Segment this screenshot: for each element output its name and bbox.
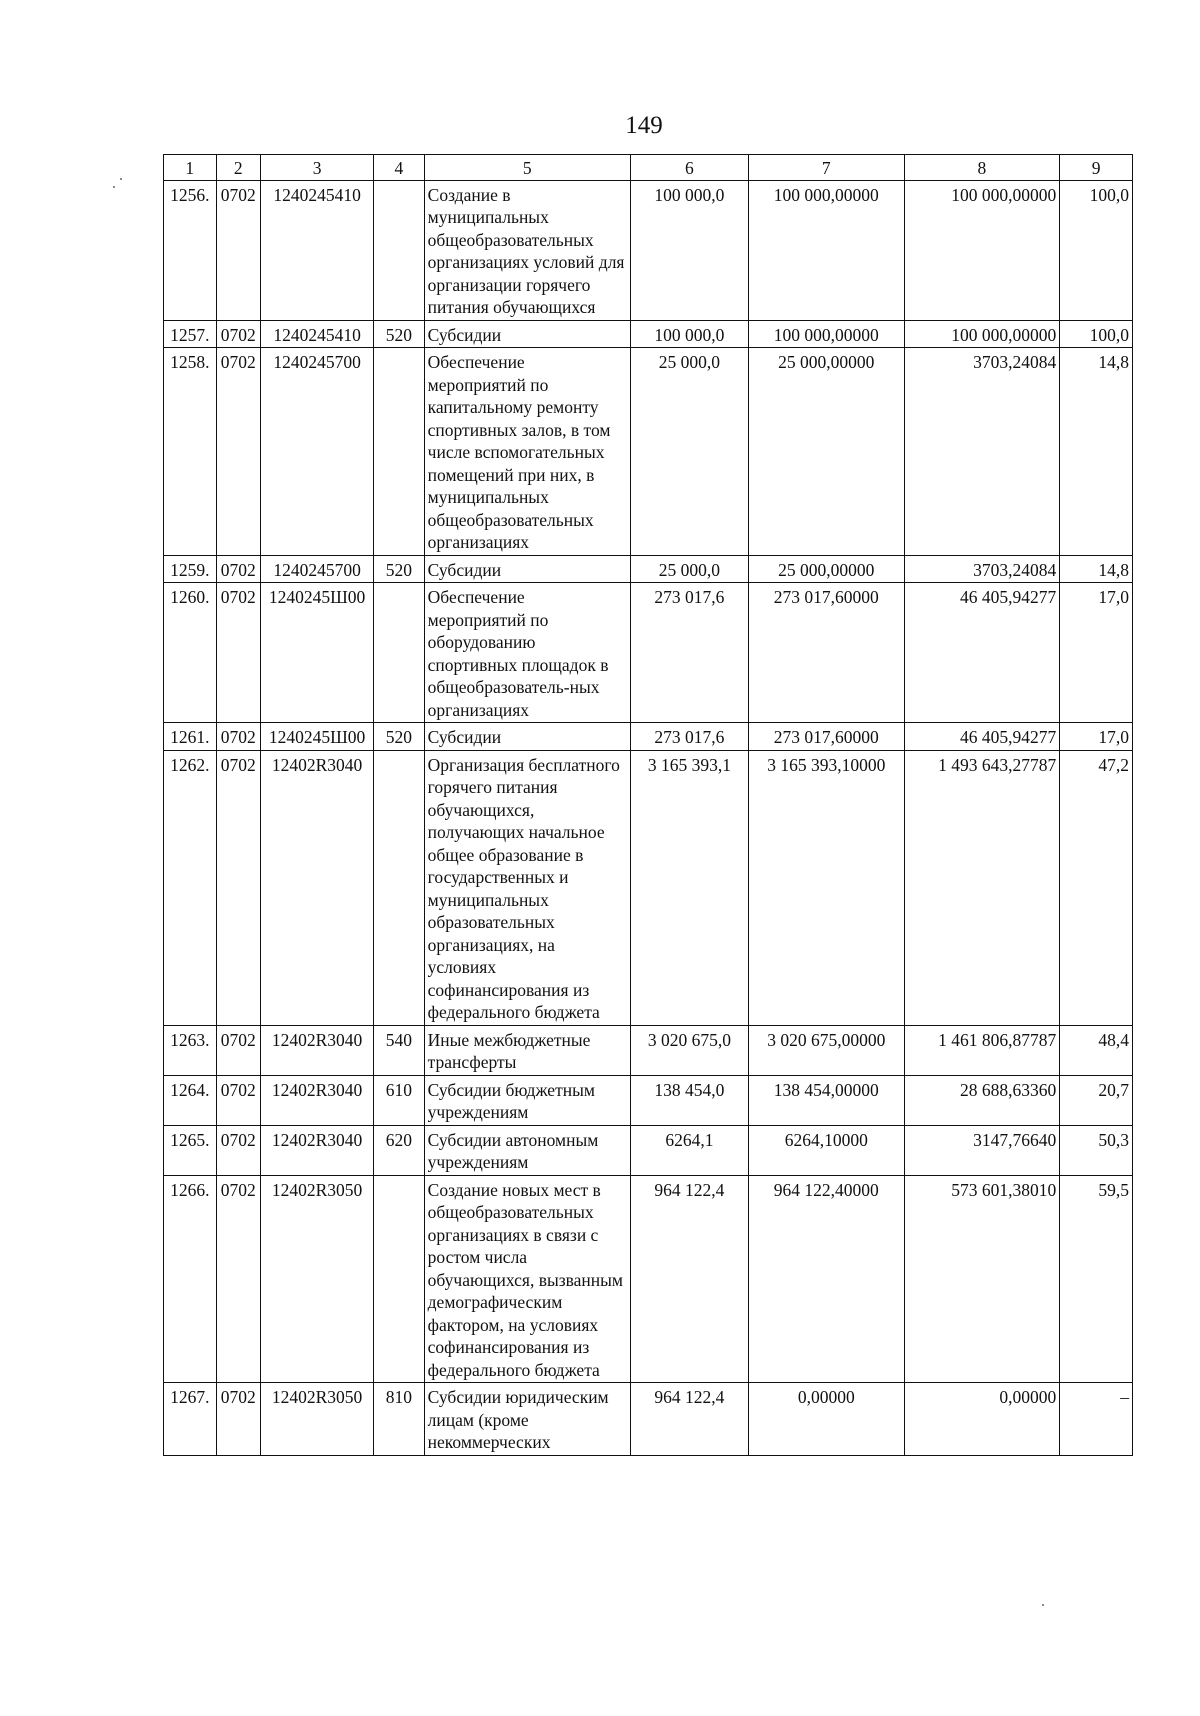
planned-amount-cell: 3 165 393,10000 [749, 750, 905, 1025]
expense-type-cell: 810 [374, 1383, 425, 1456]
expense-type-cell: 520 [374, 320, 425, 348]
row-number-cell: 1257. [164, 320, 217, 348]
expense-type-cell: 620 [374, 1125, 425, 1175]
percent-cell: 17,0 [1060, 583, 1133, 723]
column-header: 3 [260, 155, 373, 181]
target-code-cell: 1240245Ш00 [260, 583, 373, 723]
planned-amount-cell: 964 122,40000 [749, 1175, 905, 1383]
item-name-cell: Иные межбюджетные трансферты [424, 1025, 630, 1075]
planned-amount-cell: 6264,10000 [749, 1125, 905, 1175]
row-number-cell: 1267. [164, 1383, 217, 1456]
table-row [164, 1125, 1133, 1175]
target-code-cell: 1240245410 [260, 180, 373, 320]
planned-amount-cell: 100 000,00000 [749, 180, 905, 320]
budget-table [163, 154, 1133, 1456]
item-name-cell: Создание в муниципальных общеобразовательных организациях условий для организации горячего питания обучающихся [424, 180, 630, 320]
section-code-cell: 0702 [216, 180, 260, 320]
column-header: 1 [164, 155, 217, 181]
item-name-cell: Субсидии [424, 723, 630, 751]
column-header: 6 [630, 155, 748, 181]
section-code-cell: 0702 [216, 555, 260, 583]
row-number-cell: 1262. [164, 750, 217, 1025]
scan-speck [1042, 1604, 1044, 1606]
approved-amount-cell: 100 000,0 [630, 180, 748, 320]
expense-type-cell [374, 1175, 425, 1383]
section-code-cell: 0702 [216, 348, 260, 556]
executed-amount-cell: 573 601,38010 [904, 1175, 1060, 1383]
row-number-cell: 1258. [164, 348, 217, 556]
section-code-cell: 0702 [216, 1125, 260, 1175]
scan-speck [120, 178, 122, 180]
section-code-cell: 0702 [216, 1383, 260, 1456]
item-name-cell: Субсидии бюджетным учреждениям [424, 1075, 630, 1125]
table-body [164, 180, 1133, 1455]
approved-amount-cell: 138 454,0 [630, 1075, 748, 1125]
expense-type-cell: 610 [374, 1075, 425, 1125]
column-header: 8 [904, 155, 1060, 181]
percent-cell: – [1060, 1383, 1133, 1456]
percent-cell: 100,0 [1060, 320, 1133, 348]
executed-amount-cell: 1 461 806,87787 [904, 1025, 1060, 1075]
section-code-cell: 0702 [216, 583, 260, 723]
section-code-cell: 0702 [216, 750, 260, 1025]
table-row [164, 723, 1133, 751]
executed-amount-cell: 3147,76640 [904, 1125, 1060, 1175]
expense-type-cell [374, 583, 425, 723]
planned-amount-cell: 25 000,00000 [749, 555, 905, 583]
expense-type-cell [374, 750, 425, 1025]
planned-amount-cell: 138 454,00000 [749, 1075, 905, 1125]
row-number-cell: 1261. [164, 723, 217, 751]
approved-amount-cell: 25 000,0 [630, 348, 748, 556]
table-row [164, 583, 1133, 723]
percent-cell: 100,0 [1060, 180, 1133, 320]
section-code-cell: 0702 [216, 320, 260, 348]
target-code-cell: 12402R3040 [260, 750, 373, 1025]
target-code-cell: 1240245700 [260, 555, 373, 583]
column-header: 5 [424, 155, 630, 181]
expense-type-cell: 540 [374, 1025, 425, 1075]
item-name-cell: Создание новых мест в общеобразовательных организациях в связи с ростом числа обучающихся, вызванным демографическим фактором, на условиях софинансирования из федерального бюджета [424, 1175, 630, 1383]
percent-cell: 17,0 [1060, 723, 1133, 751]
approved-amount-cell: 6264,1 [630, 1125, 748, 1175]
item-name-cell: Организация бесплатного горячего питания обучающихся, получающих начальное общее образование в государственных и муниципальных образовательных организациях, на условиях софинансирования из федерального бюджета [424, 750, 630, 1025]
table-row [164, 555, 1133, 583]
page-number: 149 [625, 112, 663, 139]
row-number-cell: 1264. [164, 1075, 217, 1125]
row-number-cell: 1263. [164, 1025, 217, 1075]
row-number-cell: 1259. [164, 555, 217, 583]
target-code-cell: 12402R3040 [260, 1125, 373, 1175]
percent-cell: 59,5 [1060, 1175, 1133, 1383]
planned-amount-cell: 100 000,00000 [749, 320, 905, 348]
target-code-cell: 12402R3050 [260, 1383, 373, 1456]
target-code-cell: 12402R3040 [260, 1075, 373, 1125]
item-name-cell: Субсидии [424, 555, 630, 583]
target-code-cell: 12402R3040 [260, 1025, 373, 1075]
executed-amount-cell: 0,00000 [904, 1383, 1060, 1456]
table-header-row [164, 155, 1133, 181]
expense-type-cell [374, 180, 425, 320]
row-number-cell: 1260. [164, 583, 217, 723]
executed-amount-cell: 46 405,94277 [904, 723, 1060, 751]
approved-amount-cell: 273 017,6 [630, 723, 748, 751]
percent-cell: 20,7 [1060, 1075, 1133, 1125]
executed-amount-cell: 3703,24084 [904, 555, 1060, 583]
column-header: 7 [749, 155, 905, 181]
item-name-cell: Субсидии автономным учреждениям [424, 1125, 630, 1175]
executed-amount-cell: 1 493 643,27787 [904, 750, 1060, 1025]
planned-amount-cell: 273 017,60000 [749, 723, 905, 751]
table-row [164, 1175, 1133, 1383]
table-row [164, 320, 1133, 348]
row-number-cell: 1265. [164, 1125, 217, 1175]
planned-amount-cell: 25 000,00000 [749, 348, 905, 556]
percent-cell: 14,8 [1060, 348, 1133, 556]
table-row [164, 348, 1133, 556]
section-code-cell: 0702 [216, 1075, 260, 1125]
item-name-cell: Обеспечение мероприятий по оборудованию спортивных площадок в общеобразователь-ных организациях [424, 583, 630, 723]
percent-cell: 48,4 [1060, 1025, 1133, 1075]
target-code-cell: 1240245700 [260, 348, 373, 556]
column-header: 2 [216, 155, 260, 181]
target-code-cell: 12402R3050 [260, 1175, 373, 1383]
approved-amount-cell: 964 122,4 [630, 1175, 748, 1383]
target-code-cell: 1240245410 [260, 320, 373, 348]
approved-amount-cell: 25 000,0 [630, 555, 748, 583]
percent-cell: 47,2 [1060, 750, 1133, 1025]
expense-type-cell: 520 [374, 723, 425, 751]
approved-amount-cell: 100 000,0 [630, 320, 748, 348]
expense-type-cell: 520 [374, 555, 425, 583]
table-row [164, 1383, 1133, 1456]
item-name-cell: Обеспечение мероприятий по капитальному ремонту спортивных залов, в том числе вспомогательных помещений при них, в муниципальных общеобразовательных организациях [424, 348, 630, 556]
planned-amount-cell: 0,00000 [749, 1383, 905, 1456]
approved-amount-cell: 3 020 675,0 [630, 1025, 748, 1075]
scan-speck [113, 186, 115, 188]
item-name-cell: Субсидии [424, 320, 630, 348]
percent-cell: 50,3 [1060, 1125, 1133, 1175]
row-number-cell: 1256. [164, 180, 217, 320]
row-number-cell: 1266. [164, 1175, 217, 1383]
section-code-cell: 0702 [216, 1175, 260, 1383]
section-code-cell: 0702 [216, 723, 260, 751]
planned-amount-cell: 3 020 675,00000 [749, 1025, 905, 1075]
item-name-cell: Субсидии юридическим лицам (кроме некоммерческих [424, 1383, 630, 1456]
expense-type-cell [374, 348, 425, 556]
executed-amount-cell: 3703,24084 [904, 348, 1060, 556]
executed-amount-cell: 28 688,63360 [904, 1075, 1060, 1125]
executed-amount-cell: 100 000,00000 [904, 320, 1060, 348]
table-row [164, 1075, 1133, 1125]
target-code-cell: 1240245Ш00 [260, 723, 373, 751]
executed-amount-cell: 46 405,94277 [904, 583, 1060, 723]
percent-cell: 14,8 [1060, 555, 1133, 583]
planned-amount-cell: 273 017,60000 [749, 583, 905, 723]
table-row [164, 180, 1133, 320]
table-row [164, 750, 1133, 1025]
approved-amount-cell: 3 165 393,1 [630, 750, 748, 1025]
column-header: 4 [374, 155, 425, 181]
approved-amount-cell: 964 122,4 [630, 1383, 748, 1456]
approved-amount-cell: 273 017,6 [630, 583, 748, 723]
section-code-cell: 0702 [216, 1025, 260, 1075]
executed-amount-cell: 100 000,00000 [904, 180, 1060, 320]
column-header: 9 [1060, 155, 1133, 181]
table-row [164, 1025, 1133, 1075]
